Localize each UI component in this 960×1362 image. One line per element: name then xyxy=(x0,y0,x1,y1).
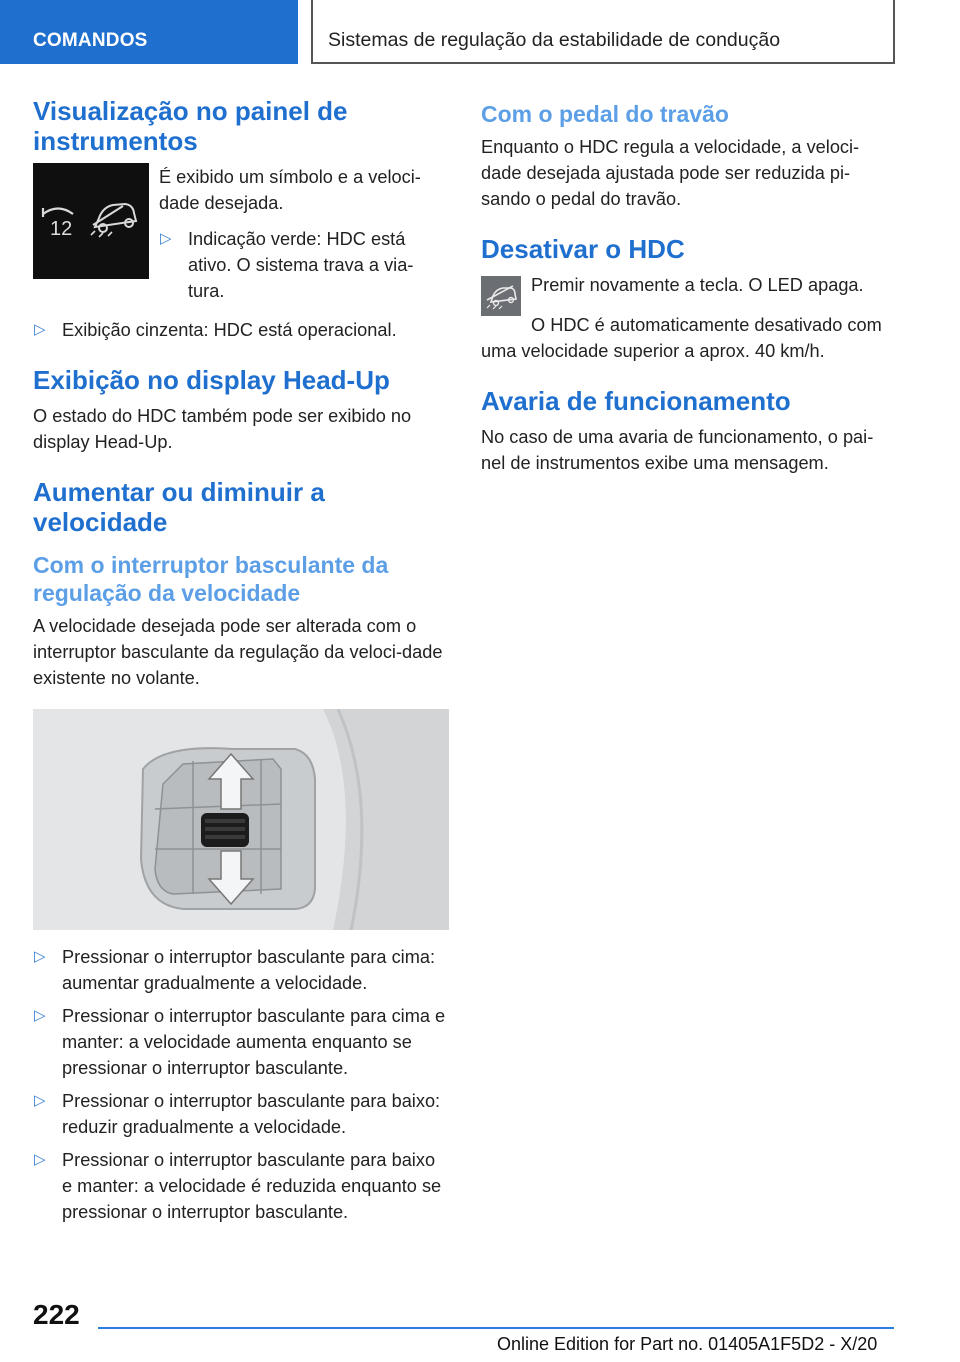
edition-footer: Online Edition for Part no. 01405A1F5D2 - X/20 xyxy=(497,1334,878,1354)
rocker-bullets xyxy=(33,944,449,1225)
right-column xyxy=(481,96,897,476)
heading-headup: Exibição no display Head-Up xyxy=(33,365,390,395)
display-figure-text xyxy=(149,164,449,311)
list-item: ▷ Pressionar o interruptor basculante para baixo e manter: a velocidade é reduzida enquanto se pressionar o interruptor basculante. xyxy=(33,1147,449,1225)
deactivate-text-1: Premir novamente a tecla. O LED apaga. xyxy=(531,275,864,295)
bullet-icon: ▷ xyxy=(34,1007,46,1024)
brake-text: Enquanto o HDC regula a velocidade, a veloci-dade desejada ajustada pode ser reduzida pi-sando o pedal do travão. xyxy=(481,137,860,209)
chapter-title: Sistemas de regulação da estabilidade de condução xyxy=(328,29,781,51)
list-item: ▷ Pressionar o interruptor basculante para cima: aumentar gradualmente a velocidade. xyxy=(33,944,449,996)
deactivate-text-2: O HDC é automaticamente desativado com uma velocidade superior a aprox. 40 km/h. xyxy=(481,315,882,361)
hdc-display-image xyxy=(33,163,149,279)
heading-speed: Aumentar ou diminuir a velocidade xyxy=(33,477,325,537)
heading-deactivate: Desativar o HDC xyxy=(481,234,685,264)
footer-divider xyxy=(98,1327,894,1329)
section-tab xyxy=(0,0,298,64)
headup-text: O estado do HDC também pode ser exibido no display Head-Up. xyxy=(33,406,412,452)
deactivate-row xyxy=(481,272,897,316)
heading-visualization: Visualização no painel de instrumentos xyxy=(33,96,348,156)
rocker-text: A velocidade desejada pode ser alterada com o interruptor basculante da regulação da veloci-dade existente no volante. xyxy=(33,616,443,688)
hdc-button-icon xyxy=(481,276,521,316)
display-figure-row xyxy=(33,164,449,311)
list-item: ▷ Indicação verde: HDC está ativo. O sistema trava a via-tura. xyxy=(159,226,449,304)
bullet-icon: ▷ xyxy=(160,230,172,247)
bullet-icon: ▷ xyxy=(34,948,46,965)
page-number: 222 xyxy=(33,1299,80,1330)
fault-text: No caso de uma avaria de funcionamento, o pai-nel de instrumentos exibe uma mensagem. xyxy=(481,427,874,473)
chapter-header xyxy=(311,0,895,64)
section-label: COMANDOS xyxy=(33,30,148,51)
list-item: ▷ Pressionar o interruptor basculante para cima e manter: a velocidade aumenta enquanto se pressionar o interruptor basculante. xyxy=(33,1003,449,1081)
bullet-icon: ▷ xyxy=(34,1092,46,1109)
steering-wheel-image xyxy=(33,709,449,930)
heading-fault: Avaria de funcionamento xyxy=(481,386,791,416)
visual-description: É exibido um símbolo e a veloci-dade desejada. xyxy=(159,167,421,213)
left-column xyxy=(33,96,449,1232)
deactivate-texts xyxy=(531,272,864,306)
hdc-button-image xyxy=(481,276,521,316)
heading-brake: Com o pedal do travão xyxy=(481,101,729,127)
list-item: ▷ Pressionar o interruptor basculante para baixo: reduzir gradualmente a velocidade. xyxy=(33,1088,449,1140)
bullet-icon: ▷ xyxy=(34,321,46,338)
display-speed-value: 12 xyxy=(50,218,73,240)
bullet-icon: ▷ xyxy=(34,1151,46,1168)
rocker-switch-illustration xyxy=(33,709,449,930)
heading-rocker: Com o interruptor basculante da regulação da velocidade xyxy=(33,552,389,606)
hdc-speed-icon xyxy=(33,163,149,279)
visual-bullets-cont xyxy=(33,317,449,343)
visual-bullets xyxy=(159,226,449,304)
list-item: ▷ Exibição cinzenta: HDC está operacional. xyxy=(33,317,449,343)
